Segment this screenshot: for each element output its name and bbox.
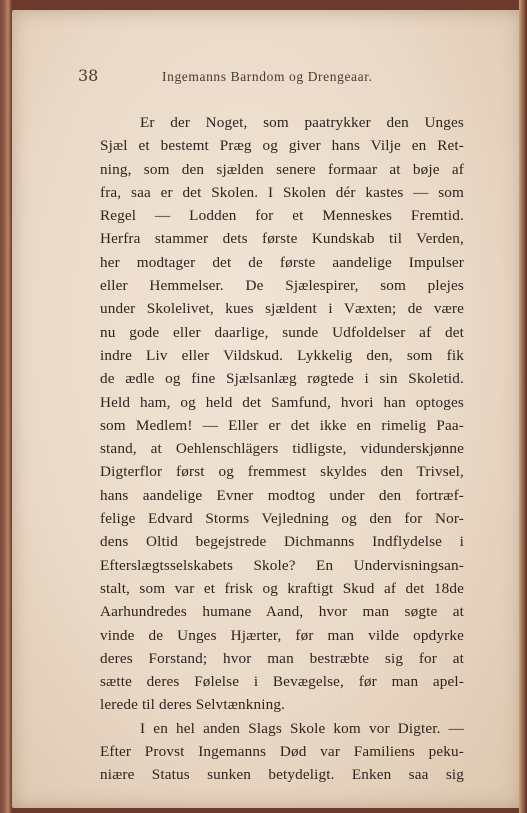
- text-line: Digterflor først og fremmest skyldes den Trivsel,: [100, 463, 464, 481]
- text-line: Held ham, og held det Samfund, hvori han optoges: [100, 393, 464, 411]
- text-line: indre Liv eller Vildskud. Lykkelig den, som fik: [100, 346, 464, 364]
- text-line: under Skolelivet, kues sjældent i Væxten; de være: [100, 300, 464, 318]
- text-line: sætte deres Følelse i Bevægelse, før man apel-: [100, 673, 464, 691]
- text-line: de ædle og fine Sjælsanlæg røgtede i sin Skoletid.: [100, 370, 464, 388]
- text-line: Herfra stammer dets første Kundskab til Verden,: [100, 230, 464, 248]
- text-line: Aarhundredes humane Aand, hvor man søgte at: [100, 603, 464, 621]
- running-title: Ingemanns Barndom og Drengeaar.: [162, 69, 373, 84]
- text-line: deres Forstand; hvor man bestræbte sig for at: [100, 649, 464, 667]
- text-line: Sjæl et bestemt Præg og giver hans Vilje en Ret-: [100, 137, 464, 155]
- text-line: fra, saa er det Skolen. I Skolen dér kastes — som: [100, 183, 464, 201]
- text-line: nu gode eller daarlige, sunde Udfoldelser af det: [100, 323, 464, 341]
- text-line: ning, som den sjælden senere formaar at bøje af: [100, 160, 464, 178]
- text-line: niære Status sunken betydeligt. Enken saa sig: [100, 766, 464, 784]
- page-edge: [519, 0, 527, 813]
- text-line: I en hel anden Slags Skole kom vor Digter. —: [140, 719, 464, 737]
- page-header: [78, 66, 478, 90]
- text-line: lerede til deres Selvtænkning.: [100, 696, 286, 714]
- text-line: her modtager det de første aandelige Impulser: [100, 253, 464, 271]
- text-line: eller Hemmelser. De Sjælespirer, som plejes: [100, 277, 464, 295]
- text-line: felige Edvard Storms Vejledning og den for Nor-: [100, 510, 464, 528]
- body-text: [100, 111, 464, 787]
- text-line: stand, at Oehlenschlägers tidligste, vidunderskjønne: [100, 440, 464, 458]
- text-line: Er der Noget, som paatrykker den Unges: [140, 114, 464, 131]
- text-line: Efter Provst Ingemanns Død var Familiens peku-: [100, 743, 464, 761]
- text-line: som Medlem! — Eller er det ikke en rimelig Paa-: [100, 416, 464, 434]
- page-number: 38: [78, 66, 99, 85]
- text-line: vinde de Unges Hjærter, før man vilde opdyrke: [100, 626, 464, 644]
- text-line: Efterslægtsselskabets Skole? En Undervisningsan-: [100, 556, 464, 574]
- text-line: hans aandelige Evner modtog under den fortræf-: [100, 486, 464, 504]
- text-line: stalt, som var et frisk og kraftigt Skud af det 18de: [100, 579, 464, 597]
- text-line: dens Oltid begejstrede Dichmanns Indflydelse i: [100, 533, 464, 551]
- text-line: Regel — Lodden for et Menneskes Fremtid.: [100, 207, 464, 225]
